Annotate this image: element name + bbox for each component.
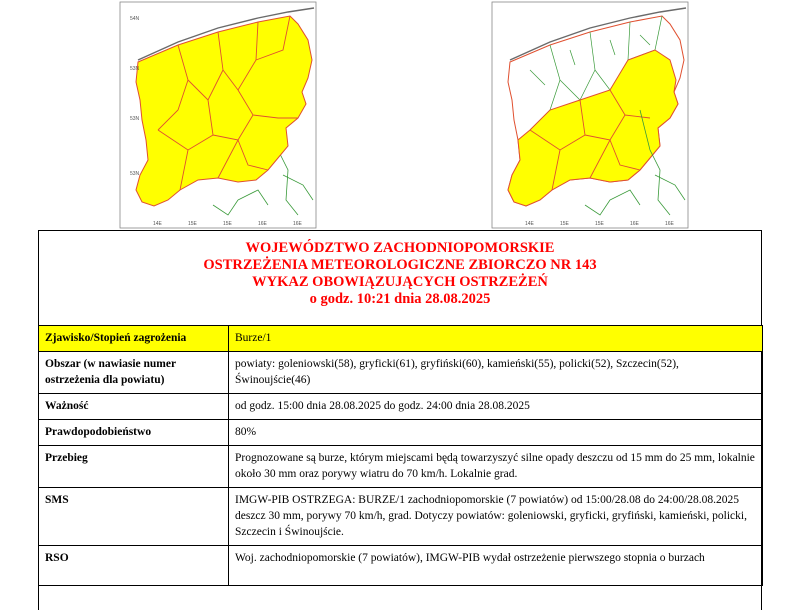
row-label: Ważność (39, 394, 229, 420)
tick: 15E (223, 221, 232, 227)
header-title: OSTRZEŻENIA METEOROLOGICZNE ZBIORCZO NR 143 (203, 257, 597, 273)
tick: 53N (130, 66, 140, 72)
tick: 14E (525, 221, 534, 227)
header-time: o godz. 10:21 dnia 28.08.2025 (309, 291, 491, 307)
warning-table (38, 325, 763, 586)
row-value: 80% (229, 420, 763, 446)
tick: 15E (595, 221, 604, 227)
row-value: Prognozowane są burze, którym miejscami będą towarzyszyć silne opady deszczu od 15 mm do 25 mm, lokalnie około 30 mm oraz porywy wiatru do 70 km/h. Lokalnie grad. (229, 446, 763, 488)
table-row-rso (39, 546, 763, 586)
table-row-area (39, 352, 763, 394)
warning-map-left-graphic (118, 0, 318, 230)
tick: 16E (258, 221, 267, 227)
tick: 15E (188, 221, 197, 227)
tick: 16E (293, 221, 302, 227)
row-value: powiaty: goleniowski(58), gryficki(61), gryfiński(60), kamieński(55), policki(52), Szczecin(52), Świnoujście(46) (229, 352, 763, 394)
table-row-validity (39, 394, 763, 420)
row-label: Zjawisko/Stopień zagrożenia (39, 326, 229, 352)
tick: 15E (560, 221, 569, 227)
tick: 16E (665, 221, 674, 227)
row-label: RSO (39, 546, 229, 586)
row-label: Obszar (w nawiasie numer ostrzeżenia dla powiatu) (39, 352, 229, 394)
table-row-phenomenon (39, 326, 763, 352)
row-label: Prawdopodobieństwo (39, 420, 229, 446)
table-row-sms (39, 488, 763, 546)
tick: 16E (630, 221, 639, 227)
warning-map-right (490, 0, 690, 230)
warning-sheet (38, 230, 762, 610)
row-value: Woj. zachodniopomorskie (7 powiatów), IMGW-PIB wydał ostrzeżenie pierwszego stopnia o burzach (229, 546, 763, 586)
row-label: Przebieg (39, 446, 229, 488)
header-region: WOJEWÓDZTWO ZACHODNIOPOMORSKIE (245, 240, 555, 256)
warning-header (39, 231, 761, 317)
warning-map-left (118, 0, 318, 230)
tick: 54N (130, 16, 140, 22)
row-label: SMS (39, 488, 229, 546)
header-subtitle: WYKAZ OBOWIĄZUJĄCYCH OSTRZEŻEŃ (252, 274, 548, 290)
table-row-course (39, 446, 763, 488)
table-row-probability (39, 420, 763, 446)
tick: 53N (130, 116, 140, 122)
tick: 14E (153, 221, 162, 227)
row-value: od godz. 15:00 dnia 28.08.2025 do godz. 24:00 dnia 28.08.2025 (229, 394, 763, 420)
warning-map-right-graphic (490, 0, 690, 230)
row-value: IMGW-PIB OSTRZEGA: BURZE/1 zachodniopomorskie (7 powiatów) od 15:00/28.08 do 24:00/28.08.2025 deszcz 30 mm, porywy 70 km/h, grad. Dotyczy powiatów: goleniowski, gryficki, gryfiński, kamieński, policki, Szczecin i Świnoujście. (229, 488, 763, 546)
tick: 53N (130, 171, 140, 177)
row-value: Burze/1 (229, 326, 763, 352)
